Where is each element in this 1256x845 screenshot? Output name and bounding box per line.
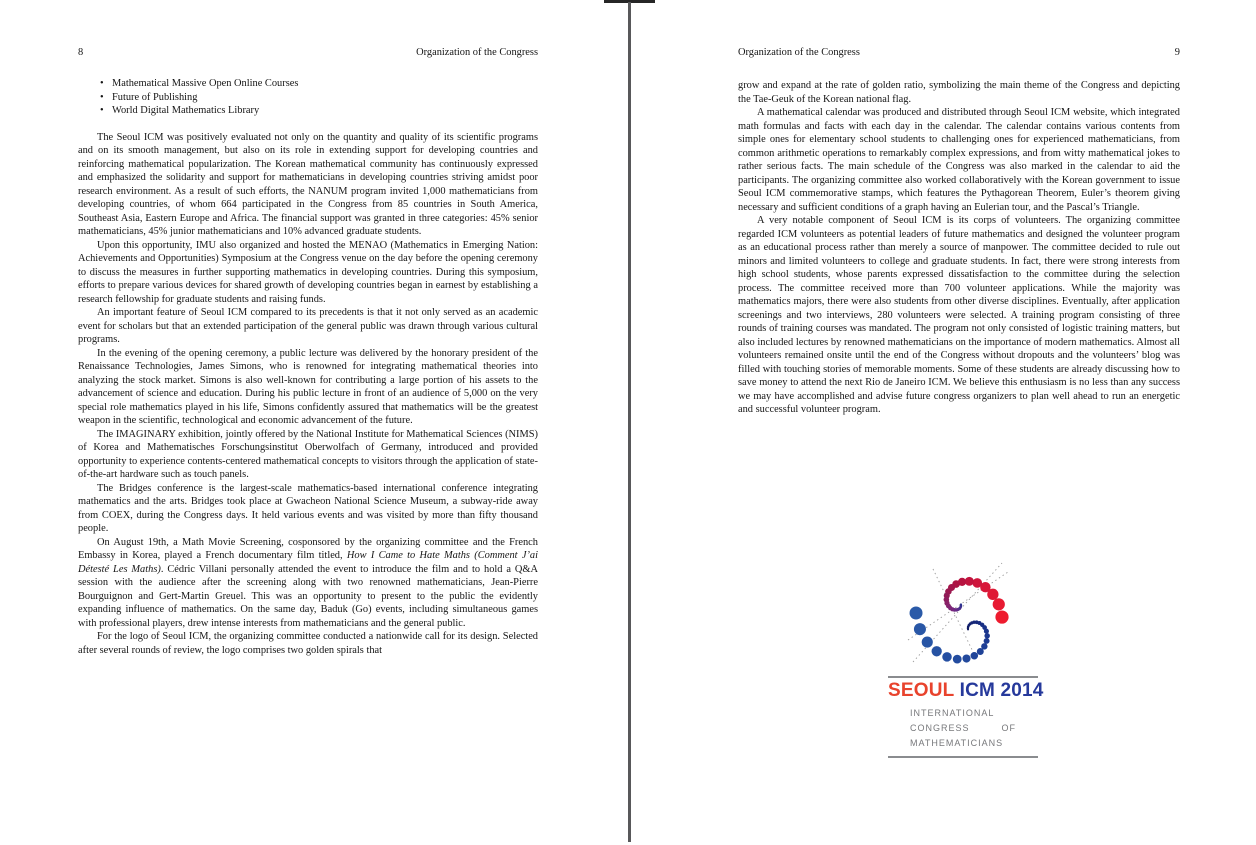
bullet-list — [78, 77, 538, 118]
logo-block — [888, 676, 1044, 758]
running-header-right — [738, 46, 1180, 59]
running-title-right: Organization of the Congress — [738, 47, 860, 58]
paragraph: The Seoul ICM was positively evaluated not only on the quantity and quality of its scientific programs and on its smooth management, but also on its role in extending support for developing countries and reinforcing mathematical popularization. The Korean mathematical community has continuously expressed and emphasized the solidarity and support for mathematicians in developing countries striving amidst poor research environment. As a result of such efforts, the NANUM program invited 1,000 mathematicians from developing countries, of whom 664 participated in the Congress from 85 countries in South America, Southeast Asia, Eastern Europe and Africa. The financial support was granted in three categories: 45% senior mathematicians, 45% junior mathematicians and 10% advanced graduate students. — [78, 131, 538, 237]
logo-spiral-graphic — [878, 549, 1044, 665]
bullet-item: • Mathematical Massive Open Online Courses — [100, 77, 538, 91]
logo-wordmark-icm: ICM 2014 — [959, 680, 1044, 701]
logo-wordmark-seoul: SEOUL — [888, 680, 955, 701]
paragraph: The IMAGINARY exhibition, jointly offered by the National Institute for Mathematical Sciences (NIMS) of Korea and Mathematisches Forschungsinstitut Oberwolfach of Germany, introduced and provided opportunity to experience contents-centered mathematical concepts to visitors through the application of state-of-the-art hardware such as touch panels. — [78, 428, 538, 480]
logo-caption — [910, 706, 1016, 751]
paragraph-italic-title: How I Came to Hate Maths (Comment J’ai Détesté Les Maths) — [78, 550, 538, 575]
logo-caption-line: MATHEMATICIANS — [910, 738, 1004, 748]
logo-caption-line: CONGRESS OF — [910, 723, 1016, 733]
page-number-left: 8 — [78, 47, 84, 58]
paragraph: The Bridges conference is the largest-scale mathematics-based international conference integrating mathematics and the arts. Bridges took place at Gwacheon National Science Museum, a subway-ride away from COEX, during the Congress days. It held various events and was visited by more than fifty thousand people. — [78, 482, 538, 534]
logo-wordmark — [888, 680, 1044, 702]
left-page-body — [78, 77, 538, 657]
page-number-right: 9 — [1174, 47, 1180, 58]
logo-caption-line: INTERNATIONAL — [910, 708, 995, 718]
running-header-left — [78, 46, 538, 59]
paragraph: For the logo of Seoul ICM, the organizing committee conducted a nationwide call for its design. Selected after several rounds of review, the logo comprises two golden spirals that — [78, 631, 538, 656]
bullet-item: • Future of Publishing — [100, 91, 538, 105]
paragraph-text: On August 19th, a Math Movie Screening, cosponsored by the organizing committee and the French Embassy in Korea, played a French documentary film titled, — [78, 536, 538, 561]
page-divider — [628, 2, 631, 842]
paragraph: In the evening of the opening ceremony, a public lecture was delivered by the honorary president of the Renaissance Technologies, James Simons, who is renowned for integrating mathematical theories into analyzing the stock market. Simons is also well-known for contributing a large portion of his assets to the advancement of science and education. During his public lecture in front of an audience of 5,000 on the very special role mathematics played in his life, Simons confidently assured that mathematics will be the greatest weapon in the scientific, technological and economic advancement of the future. — [78, 347, 538, 426]
paragraph: A mathematical calendar was produced and distributed through Seoul ICM website, which integrated math formulas and facts with each day in the calendar. The calendar contains various contents from simple ones for elementary school students to challenging ones for experienced mathematicians, from common arithmetic operations to remarkably complex expressions, and from witty mathematical jokes to rather serious facts. The main schedule of the Congress was also marked in the calendar to aid the participants. The organizing committee also worked collaboratively with the Korean government to issue Seoul ICM commemorative stamps, which features the Pythagorean Theorem, Euler’s theorem giving necessary and sufficient conditions of a graph having an Eulerian tour, and the Pascal’s Triangle. — [738, 107, 1180, 213]
running-title-left: Organization of the Congress — [416, 47, 538, 58]
paragraph: An important feature of Seoul ICM compared to its precedents is that it not only served as an academic event for scholars but that an extended participation of the general public was drawn through various cultural programs. — [78, 307, 538, 345]
paragraph: grow and expand at the rate of golden ratio, symbolizing the main theme of the Congress and depicting the Tae-Geuk of the Korean national flag. — [738, 80, 1180, 105]
paragraph-text: . Cédric Villani personally attended the event to introduce the film and to hold a Q&A session with the audience after the screening along with two renowned mathematicians, Jean-Pierre Bourguignon and Gert-Martin Greuel. This was an opportunity to present to the public the evidently expanding influence of mathematics. On the same day, Baduk (Go) events, including simultaneous games with professional players, drew intense interests from mathematicians and the general public. — [78, 563, 538, 629]
paragraph — [78, 536, 538, 631]
bullet-item: • World Digital Mathematics Library — [100, 104, 538, 118]
right-page-body — [738, 79, 1180, 417]
logo-rule-bottom — [888, 756, 1038, 758]
logo-rule-top — [888, 676, 1038, 678]
paragraph: Upon this opportunity, IMU also organized and hosted the MENAO (Mathematics in Emerging Nation: Achievements and Opportunities) Symposium at the Congress venue on the day before the opening ceremony to discuss the measures in further supporting mathematics in developing countries. During this symposium, efforts to prepare various devices for shared growth of developing countries began in earnest by establishing a research fellowship for graduate students and raising funds. — [78, 239, 538, 305]
paragraph: A very notable component of Seoul ICM is its corps of volunteers. The organizing committee regarded ICM volunteers as potential leaders of future mathematics and designed the volunteer program as an educational process rather than merely a source of manpower. The committee decided to rule out minors and limited volunteers to college and graduate students. In fact, there were strong interests from high school students, whose parents expressed dissatisfaction to the committee during the selection process. The committee received more than 700 volunteer applications. While the majority was mathematics majors, there were also students from other diverse disciplines. Eventually, after application screenings and two interviews, 280 volunteers were selected. A training program consisting of three rounds of training courses was mandated. The program not only consisted of logistic training matters, but also included lectures by renowned mathematicians on the importance of modern mathematics. Almost all volunteers remained onsite until the end of the Congress without dropouts and the volunteers’ blog was filled with touching stories of memorable moments. Some of these students are already discussing how to save money to attend the next Rio de Janeiro ICM. We believe this enthusiasm is no less than any success we may have accomplished and advise future congress organizers to plan well ahead to run an energetic and successful volunteer program. — [738, 215, 1180, 415]
